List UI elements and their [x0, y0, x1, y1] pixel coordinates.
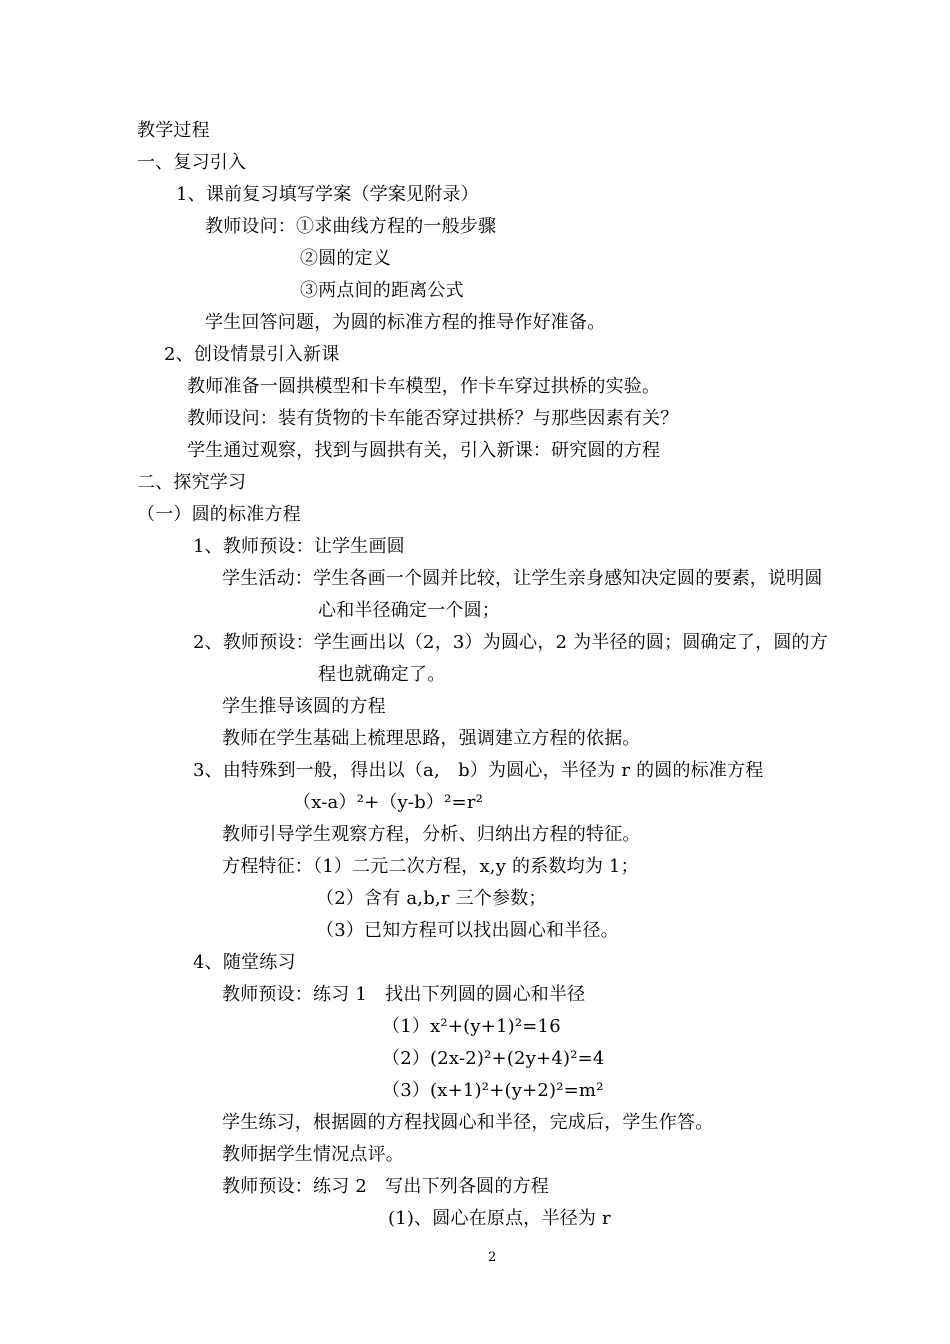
subsection-title: （一）圆的标准方程 [137, 504, 301, 525]
student-activity-line1: 学生活动：学生各画一个圆并比较，让学生亲身感知决定圆的要素，说明圆 [222, 568, 823, 589]
exercise-2-item-1: (1)、圆心在原点，半径为 r [388, 1208, 611, 1229]
point-4: 4、随堂练习 [193, 952, 296, 973]
student-observe: 学生通过观察，找到与圆拱有关，引入新课：研究圆的方程 [187, 440, 661, 461]
question-2: ②圆的定义 [300, 248, 391, 269]
page-number: 2 [488, 1250, 497, 1265]
review-item-2: 2、创设情景引入新课 [164, 344, 340, 365]
question-3: ③两点间的距离公式 [300, 280, 464, 301]
exercise-1-item-2: （2）(2x-2)²+(2y+4)²=4 [382, 1048, 605, 1069]
point-1: 1、教师预设：让学生画圆 [193, 536, 405, 557]
point-2-line2: 程也就确定了。 [318, 664, 446, 685]
exercise-1-item-1: （1）x²+(y+1)²=16 [382, 1016, 561, 1037]
student-activity-line2: 心和半径确定一个圆； [318, 600, 500, 621]
student-practice: 学生练习，根据圆的方程找圆心和半径，完成后，学生作答。 [222, 1112, 714, 1133]
student-derive: 学生推导该圆的方程 [222, 696, 386, 717]
teacher-prep: 教师准备一圆拱模型和卡车模型，作卡车穿过拱桥的实验。 [187, 376, 661, 397]
review-item-1: 1、课前复习填写学案（学案见附录） [176, 184, 479, 205]
point-3: 3、由特殊到一般，得出以（a, b）为圆心，半径为 r 的圆的标准方程 [193, 760, 764, 781]
standard-equation: （x-a）²+（y-b）²=r² [293, 792, 484, 813]
section-title-explore: 二、探究学习 [137, 472, 247, 493]
feature-2: （2）含有 a,b,r 三个参数； [316, 888, 547, 909]
section-title-review: 一、复习引入 [137, 152, 247, 173]
teacher-comment: 教师据学生情况点评。 [222, 1144, 404, 1165]
point-2-line1: 2、教师预设：学生画出以（2，3）为圆心，2 为半径的圆；圆确定了，圆的方 [193, 632, 828, 653]
feature-3: （3）已知方程可以找出圆心和半径。 [316, 920, 619, 941]
exercise-1-title: 教师预设：练习 1 找出下列圆的圆心和半径 [222, 984, 586, 1005]
feature-1: 方程特征：（1）二元二次方程，x,y 的系数均为 1； [222, 856, 639, 877]
document-heading: 教学过程 [137, 120, 210, 141]
exercise-1-item-3: （3）(x+1)²+(y+2)²=m² [382, 1080, 604, 1101]
student-answer: 学生回答问题，为圆的标准方程的推导作好准备。 [205, 312, 606, 333]
teacher-sort: 教师在学生基础上梳理思路，强调建立方程的依据。 [222, 728, 641, 749]
teacher-question: 教师设问：①求曲线方程的一般步骤 [205, 216, 497, 237]
teacher-guide: 教师引导学生观察方程，分析、归纳出方程的特征。 [222, 824, 641, 845]
teacher-question-2: 教师设问：装有货物的卡车能否穿过拱桥？与那些因素有关？ [187, 408, 679, 429]
exercise-2-title: 教师预设：练习 2 写出下列各圆的方程 [222, 1176, 549, 1197]
